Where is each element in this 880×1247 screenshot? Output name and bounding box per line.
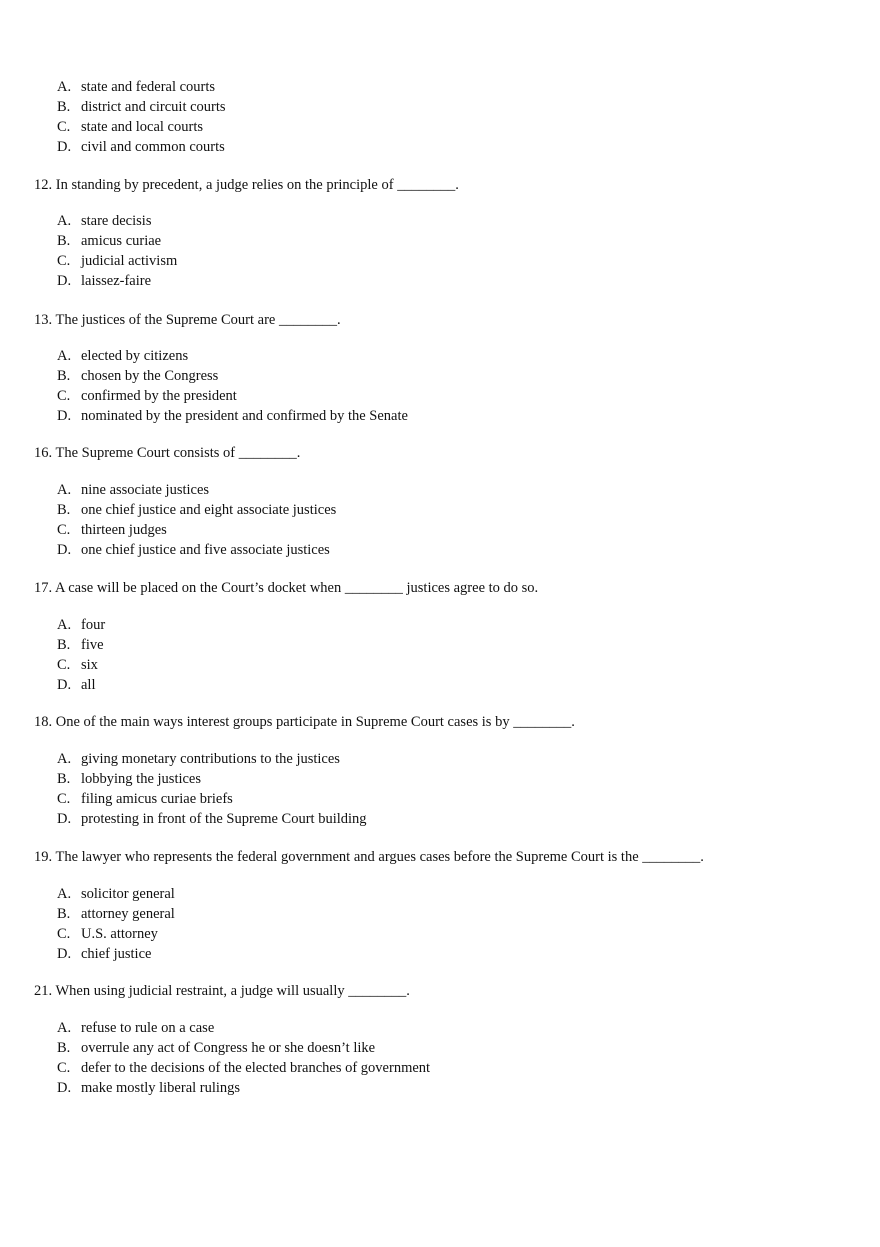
option-a: [57, 77, 226, 97]
option-letter: D.: [57, 1080, 72, 1096]
options-list-q18: [57, 749, 367, 829]
option-text: one chief justice and five associate justices: [81, 542, 330, 558]
option-letter: D.: [57, 273, 72, 289]
option-a: [57, 749, 367, 769]
option-letter: B.: [57, 233, 71, 249]
option-letter: B.: [57, 637, 71, 653]
option-d: [57, 809, 367, 829]
question-16: 16. The Supreme Court consists of ________.: [34, 445, 301, 461]
option-text: refuse to rule on a case: [81, 1020, 215, 1036]
options-list-q21: [57, 1018, 430, 1098]
option-text: nominated by the president and confirmed by the Senate: [81, 408, 408, 424]
option-text: chosen by the Congress: [81, 368, 219, 384]
option-letter: C.: [57, 522, 71, 538]
option-letter: A.: [57, 213, 72, 229]
option-c: [57, 520, 336, 540]
option-letter: C.: [57, 253, 71, 269]
option-letter: B.: [57, 1040, 71, 1056]
options-list-q12: [57, 211, 177, 291]
options-list-q16: [57, 480, 336, 560]
option-c: [57, 117, 226, 137]
option-letter: D.: [57, 408, 72, 424]
option-letter: D.: [57, 811, 72, 827]
option-c: [57, 251, 177, 271]
option-c-answer: [57, 1058, 430, 1078]
options-list-q17: [57, 615, 105, 695]
option-text: defer to the decisions of the elected branches of government: [81, 1060, 431, 1076]
option-letter: D.: [57, 139, 72, 155]
option-d: [57, 944, 175, 964]
option-letter: C.: [57, 926, 71, 942]
option-text: all: [81, 677, 96, 693]
option-letter: A.: [57, 79, 72, 95]
question-13: 13. The justices of the Supreme Court are ________.: [34, 312, 341, 328]
option-letter: C.: [57, 119, 71, 135]
option-text: six: [81, 657, 98, 673]
option-text: state and federal courts: [81, 79, 216, 95]
options-list-q11: [57, 77, 226, 157]
option-letter: D.: [57, 677, 72, 693]
option-text: four: [81, 617, 106, 633]
option-d: [57, 271, 177, 291]
question-19: 19. The lawyer who represents the federal government and argues cases before the Supreme Court is the ________.: [34, 849, 704, 865]
option-b-answer: [57, 97, 226, 117]
option-a-answer: [57, 615, 105, 635]
options-list-q19: [57, 884, 175, 964]
option-d: [57, 1078, 430, 1098]
option-d: [57, 675, 105, 695]
option-a: [57, 346, 408, 366]
option-letter: B.: [57, 771, 71, 787]
option-text: state and local courts: [81, 119, 203, 135]
option-letter: A.: [57, 482, 72, 498]
option-letter: C.: [57, 388, 71, 404]
option-letter: D.: [57, 946, 72, 962]
option-text: U.S. attorney: [81, 926, 158, 942]
option-c: [57, 924, 175, 944]
option-letter: C.: [57, 791, 71, 807]
option-letter: A.: [57, 886, 72, 902]
option-text: elected by citizens: [81, 348, 189, 364]
option-b: [57, 1038, 430, 1058]
option-letter: A.: [57, 1020, 72, 1036]
option-d: [57, 137, 226, 157]
question-12: 12. In standing by precedent, a judge relies on the principle of ________.: [34, 177, 459, 193]
option-text: thirteen judges: [81, 522, 167, 538]
option-b: [57, 366, 408, 386]
option-a: [57, 1018, 430, 1038]
question-18: 18. One of the main ways interest groups participate in Supreme Court cases is by ________.: [34, 714, 575, 730]
option-text: amicus curiae: [81, 233, 162, 249]
option-b: [57, 769, 367, 789]
option-text: confirmed by the president: [81, 388, 237, 404]
option-d: [57, 540, 336, 560]
option-a: [57, 480, 336, 500]
option-text: filing amicus curiae briefs: [81, 791, 233, 807]
option-text: protesting in front of the Supreme Court building: [81, 811, 367, 827]
option-text: five: [81, 637, 104, 653]
option-letter: B.: [57, 906, 71, 922]
option-letter: D.: [57, 542, 72, 558]
option-d-answer: [57, 406, 408, 426]
options-list-q13: [57, 346, 408, 426]
option-text: solicitor general: [81, 886, 175, 902]
option-text: attorney general: [81, 906, 175, 922]
question-17: 17. A case will be placed on the Court’s docket when ________ justices agree to do so.: [34, 580, 539, 596]
option-text: district and circuit courts: [81, 99, 226, 115]
option-c: [57, 655, 105, 675]
option-letter: B.: [57, 368, 71, 384]
option-b: [57, 904, 175, 924]
option-text: nine associate justices: [81, 482, 210, 498]
option-text: laissez-faire: [81, 273, 152, 289]
option-text: one chief justice and eight associate justices: [81, 502, 337, 518]
option-letter: A.: [57, 751, 72, 767]
option-b: [57, 231, 177, 251]
option-c: [57, 386, 408, 406]
option-b: [57, 635, 105, 655]
option-letter: A.: [57, 348, 72, 364]
option-a-answer: [57, 211, 177, 231]
option-text: overrule any act of Congress he or she doesn’t like: [81, 1040, 376, 1056]
option-text: lobbying the justices: [81, 771, 202, 787]
option-text: giving monetary contributions to the justices: [81, 751, 340, 767]
option-c-answer: [57, 789, 367, 809]
option-text: chief justice: [81, 946, 152, 962]
option-letter: C.: [57, 657, 71, 673]
option-text: judicial activism: [81, 253, 178, 269]
option-letter: A.: [57, 617, 72, 633]
option-letter: B.: [57, 502, 71, 518]
option-letter: B.: [57, 99, 71, 115]
option-b-answer: [57, 500, 336, 520]
option-text: make mostly liberal rulings: [81, 1080, 241, 1096]
option-text: stare decisis: [81, 213, 152, 229]
option-a-answer: [57, 884, 175, 904]
question-21: 21. When using judicial restraint, a judge will usually ________.: [34, 983, 410, 999]
option-letter: C.: [57, 1060, 71, 1076]
option-text: civil and common courts: [81, 139, 225, 155]
